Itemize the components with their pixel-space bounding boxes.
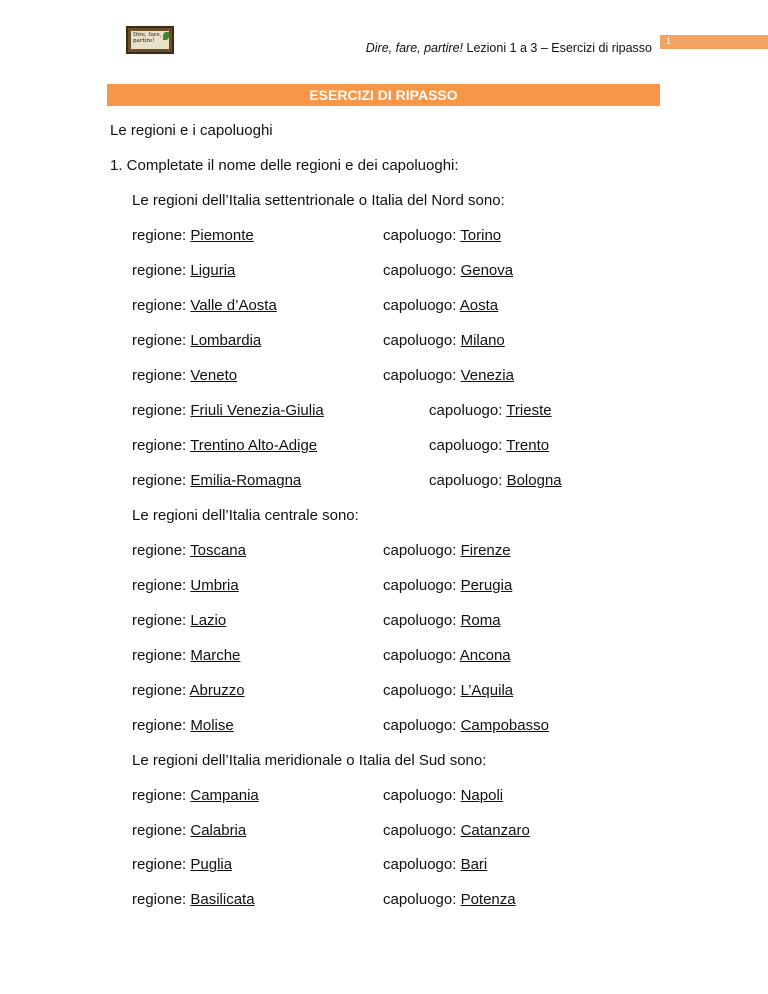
group-heading-south: Le regioni dell’Italia meridionale o Italia del Sud sono: — [132, 752, 487, 769]
section-title: Le regioni e i capoluoghi — [110, 122, 273, 139]
region-label: regione: — [132, 647, 191, 664]
capital-label: capoluogo: — [429, 437, 507, 454]
region-label: regione: — [132, 822, 191, 839]
region-entry — [132, 647, 240, 664]
leaf-icon — [163, 32, 169, 40]
region-name: Veneto — [190, 367, 238, 384]
region-entry — [132, 787, 259, 804]
capital-name: Campobasso — [460, 717, 549, 734]
region-label: regione: — [132, 402, 191, 419]
capital-entry — [383, 367, 514, 384]
region-name: Emilia-Romagna — [190, 472, 302, 489]
capital-label: capoluogo: — [383, 647, 460, 664]
region-label: regione: — [132, 787, 191, 804]
capital-name: Napoli — [460, 787, 504, 804]
group-heading-central: Le regioni dell’Italia centrale sono: — [132, 507, 359, 524]
capital-entry — [429, 402, 552, 419]
capital-name: Trento — [506, 437, 550, 454]
region-name: Calabria — [190, 822, 247, 839]
region-label: regione: — [132, 472, 191, 489]
region-name: Liguria — [190, 262, 236, 279]
capital-label: capoluogo: — [383, 297, 460, 314]
region-label: regione: — [132, 227, 191, 244]
capital-entry — [383, 891, 516, 908]
capital-label: capoluogo: — [383, 717, 461, 734]
capital-label: capoluogo: — [383, 542, 461, 559]
region-label: regione: — [132, 332, 191, 349]
region-label: regione: — [132, 577, 191, 594]
region-name: Abruzzo — [189, 682, 245, 699]
region-entry — [132, 682, 245, 699]
capital-label: capoluogo: — [383, 227, 461, 244]
region-entry — [132, 856, 232, 873]
capital-entry — [383, 262, 513, 279]
region-entry — [132, 472, 301, 489]
capital-name: Potenza — [460, 891, 516, 908]
region-name: Trentino Alto-Adige — [190, 437, 318, 454]
capital-entry — [383, 542, 511, 559]
group-heading-north: Le regioni dell’Italia settentrionale o Italia del Nord sono: — [132, 192, 505, 209]
header-title-italic: Dire, fare, partire! — [365, 41, 464, 55]
region-entry — [132, 332, 261, 349]
capital-label: capoluogo: — [383, 612, 461, 629]
region-label: regione: — [132, 437, 191, 454]
capital-name: Milano — [460, 332, 505, 349]
capital-entry — [383, 577, 512, 594]
capital-name: Perugia — [460, 577, 513, 594]
capital-entry — [383, 647, 511, 664]
capital-name: Firenze — [460, 542, 511, 559]
capital-entry — [383, 227, 501, 244]
capital-name: Ancona — [459, 647, 511, 664]
region-name: Lazio — [190, 612, 227, 629]
capital-label: capoluogo: — [383, 856, 461, 873]
region-label: regione: — [132, 891, 191, 908]
region-name: Friuli Venezia-Giulia — [190, 402, 324, 419]
region-name: Lombardia — [190, 332, 262, 349]
region-label: regione: — [132, 367, 191, 384]
region-name: Umbria — [190, 577, 239, 594]
capital-entry — [429, 472, 562, 489]
region-name: Toscana — [190, 542, 246, 559]
region-label: regione: — [132, 682, 190, 699]
capital-label: capoluogo: — [383, 577, 461, 594]
region-name: Campania — [190, 787, 259, 804]
region-label: regione: — [132, 717, 191, 734]
region-name: Basilicata — [190, 891, 255, 908]
region-entry — [132, 227, 254, 244]
capital-label: capoluogo: — [429, 402, 507, 419]
header-title-rest: Lezioni 1 a 3 – Esercizi di ripasso — [463, 41, 652, 55]
region-name: Marche — [190, 647, 241, 664]
running-header — [366, 41, 652, 55]
capital-entry — [383, 297, 498, 314]
capital-label: capoluogo: — [383, 822, 461, 839]
section-banner: ESERCIZI DI RIPASSO — [107, 84, 660, 106]
region-entry — [132, 262, 235, 279]
region-label: regione: — [132, 612, 191, 629]
region-entry — [132, 297, 277, 314]
capital-entry — [383, 682, 513, 699]
region-entry — [132, 612, 226, 629]
region-entry — [132, 367, 237, 384]
capital-label: capoluogo: — [383, 367, 461, 384]
capital-name: Venezia — [460, 367, 514, 384]
capital-name: Aosta — [459, 297, 499, 314]
capital-entry — [383, 612, 501, 629]
region-label: regione: — [132, 856, 191, 873]
capital-name: Roma — [460, 612, 501, 629]
capital-label: capoluogo: — [429, 472, 507, 489]
capital-name: Trieste — [506, 402, 552, 419]
capital-label: capoluogo: — [383, 262, 461, 279]
region-name: Molise — [190, 717, 234, 734]
capital-name: Torino — [460, 227, 502, 244]
region-entry — [132, 402, 324, 419]
capital-label: capoluogo: — [383, 891, 461, 908]
logo-text: Dire, fare, partire! — [131, 31, 169, 49]
capital-entry — [383, 787, 503, 804]
region-entry — [132, 542, 246, 559]
region-label: regione: — [132, 262, 191, 279]
capital-name: Bologna — [506, 472, 562, 489]
capital-name: Genova — [460, 262, 514, 279]
region-entry — [132, 577, 239, 594]
region-entry — [132, 717, 234, 734]
capital-name: Bari — [460, 856, 488, 873]
capital-label: capoluogo: — [383, 332, 461, 349]
region-name: Valle d’Aosta — [190, 297, 277, 314]
capital-entry — [383, 717, 549, 734]
logo — [126, 26, 174, 54]
region-label: regione: — [132, 542, 191, 559]
page-number-tab — [660, 35, 768, 49]
capital-name: L’Aquila — [460, 682, 514, 699]
capital-name: Catanzaro — [460, 822, 530, 839]
capital-entry — [383, 332, 505, 349]
region-label: regione: — [132, 297, 191, 314]
capital-label: capoluogo: — [383, 682, 461, 699]
capital-entry — [383, 856, 487, 873]
capital-entry — [383, 822, 530, 839]
exercise-title: 1. Completate il nome delle regioni e dei capoluoghi: — [110, 157, 459, 174]
region-entry — [132, 891, 255, 908]
capital-entry — [429, 437, 549, 454]
region-name: Piemonte — [190, 227, 254, 244]
capital-label: capoluogo: — [383, 787, 461, 804]
region-entry — [132, 822, 246, 839]
region-name: Puglia — [190, 856, 233, 873]
region-entry — [132, 437, 317, 454]
page-number: 1 — [666, 36, 672, 46]
